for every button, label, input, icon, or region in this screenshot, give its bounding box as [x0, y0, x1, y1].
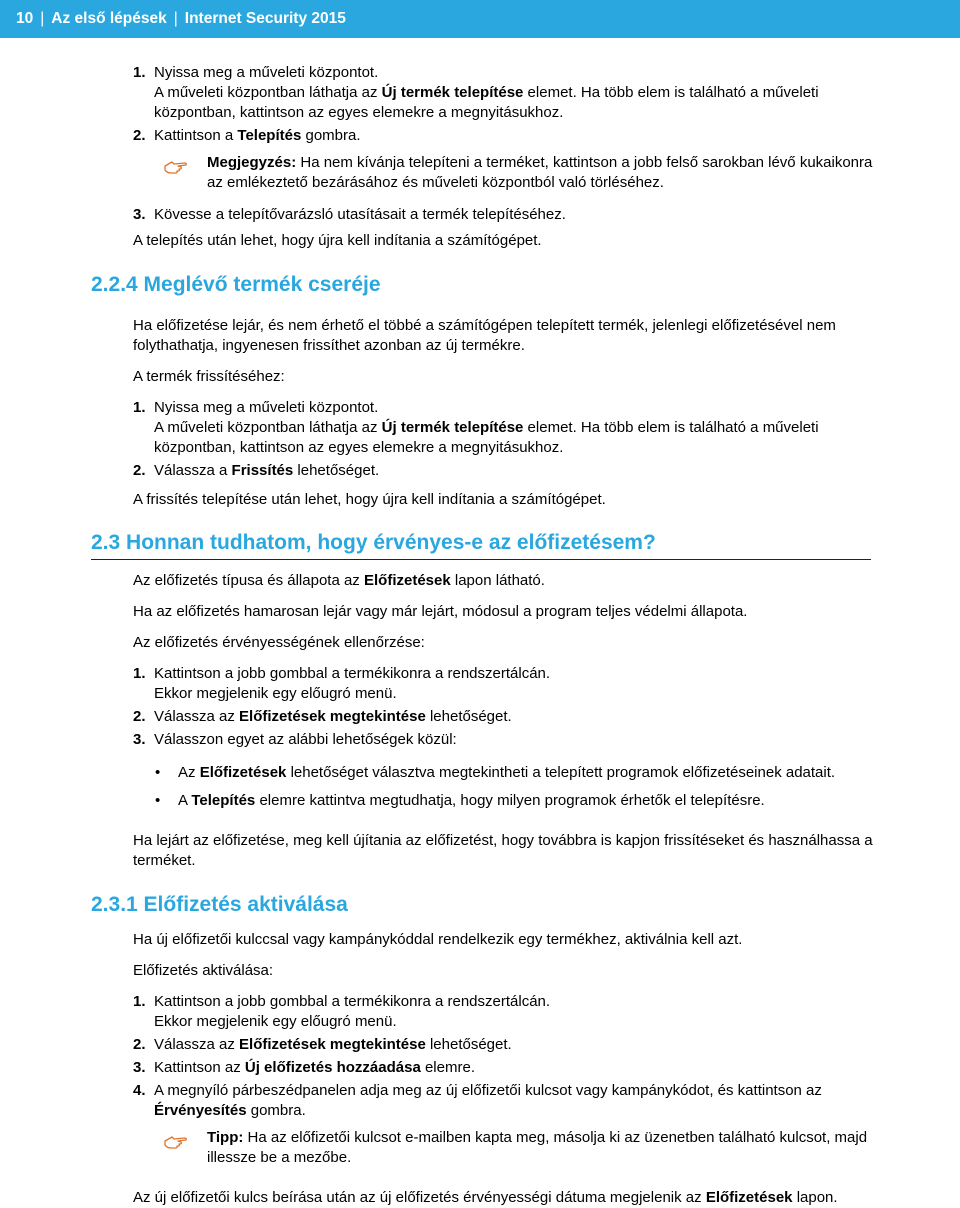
bullet-item: • A Telepítés elemre kattintva megtudhatja, hogy milyen programok érhetők el telepítésre. [155, 792, 765, 809]
paragraph: A telepítés után lehet, hogy újra kell indítania a számítógépet. [133, 232, 542, 249]
note-label: Megjegyzés: [207, 154, 297, 171]
list-item: 3. Kattintson az Új előfizetés hozzáadása elemre. [133, 1059, 475, 1076]
document-body [91, 63, 873, 1208]
tip-box [133, 1128, 873, 1168]
list-item: 2. Válassza az Előfizetések megtekintése lehetőséget. [133, 1036, 512, 1053]
paragraph: Ha az előfizetés hamarosan lejár vagy már lejárt, módosul a program teljes védelmi állapota. [133, 603, 748, 620]
note-text: Ha nem kívánja telepíteni a terméket, kattintson a jobb felső sarokban lévő kukaikonra az emlékeztető bezárásához és műveleti központból való törléséhez. [207, 154, 873, 191]
list-item: 4. A megnyíló párbeszédpanelen adja meg az új előfizetői kulcsot vagy kampánykódot, és kattintson az Érvényesítés gombra. [133, 1082, 822, 1119]
header-separator: | [40, 10, 45, 27]
paragraph: Ha új előfizetői kulccsal vagy kampánykóddal rendelkezik egy termékhez, aktiválnia kell azt. [133, 931, 743, 948]
header-separator: | [173, 10, 178, 27]
list-item: 1. Kattintson a jobb gombbal a termékikonra a rendszertálcán. Ekkor megjelenik egy előugró menü. [133, 993, 551, 1030]
paragraph: Az előfizetés érvényességének ellenőrzése: [133, 634, 425, 651]
paragraph: Előfizetés aktiválása: [133, 962, 274, 979]
list-item: 3. Válasszon egyet az alábbi lehetőségek közül: [133, 731, 457, 748]
page-header [0, 0, 960, 38]
note-box [133, 153, 873, 193]
list-item: 2. Kattintson a Telepítés gombra. [133, 127, 361, 144]
section-heading: 2.2.4 Meglévő termék cseréje [91, 273, 381, 296]
section-heading: 2.3.1 Előfizetés aktiválása [91, 893, 348, 916]
page-number: 10 [16, 10, 34, 27]
paragraph: Ha előfizetése lejár, és nem érhető el többé a számítógépen telepített termék, jelenlegi előfizetésével nem folythathatja, ingyenesen frissíthet azonban az új termékre. [133, 317, 836, 354]
list-item: 1. Kattintson a jobb gombbal a termékikonra a rendszertálcán. Ekkor megjelenik egy előugró menü. [133, 665, 551, 702]
product-title: Internet Security 2015 [184, 10, 346, 27]
paragraph: Az új előfizetői kulcs beírása után az új előfizetés érvényességi dátuma megjelenik az Előfizetések lapon. [133, 1189, 838, 1206]
list-item: 1. Nyissa meg a műveleti központot. A műveleti központban láthatja az Új termék telepítése elemet. Ha több elem is található a műveleti központban, kattintson az egyes elemekre a megnyitásukhoz. [133, 399, 819, 456]
pointing-hand-icon [164, 158, 188, 176]
section-heading: 2.3 Honnan tudhatom, hogy érvényes-e az előfizetésem? [91, 529, 871, 560]
list-item: 1. Nyissa meg a műveleti központot. A műveleti központban láthatja az Új termék telepítése elemet. Ha több elem is található a műveleti központban, kattintson az egyes elemekre a megnyitásukhoz. [133, 64, 819, 121]
chapter-title: Az első lépések [51, 10, 167, 27]
tip-label: Tipp: [207, 1129, 244, 1146]
tip-text: Ha az előfizetői kulcsot e-mailben kapta meg, másolja ki az üzenetben található kulcsot, majd illessze be a mezőbe. [207, 1129, 868, 1166]
paragraph: Az előfizetés típusa és állapota az Előfizetések lapon látható. [133, 572, 545, 589]
list-item: 3. Kövesse a telepítővarázsló utasításait a termék telepítéséhez. [133, 206, 566, 223]
paragraph: A termék frissítéséhez: [133, 368, 285, 385]
pointing-hand-icon [164, 1133, 188, 1151]
paragraph: A frissítés telepítése után lehet, hogy újra kell indítania a számítógépet. [133, 491, 606, 508]
paragraph: Ha lejárt az előfizetése, meg kell újítania az előfizetést, hogy továbbra is kapjon frissítéseket és használhassa a terméket. [133, 832, 873, 869]
bullet-item: • Az Előfizetések lehetőséget választva megtekintheti a telepített programok előfizetéseinek adatait. [155, 764, 836, 781]
list-item: 2. Válassza a Frissítés lehetőséget. [133, 462, 380, 479]
list-item: 2. Válassza az Előfizetések megtekintése lehetőséget. [133, 708, 512, 725]
